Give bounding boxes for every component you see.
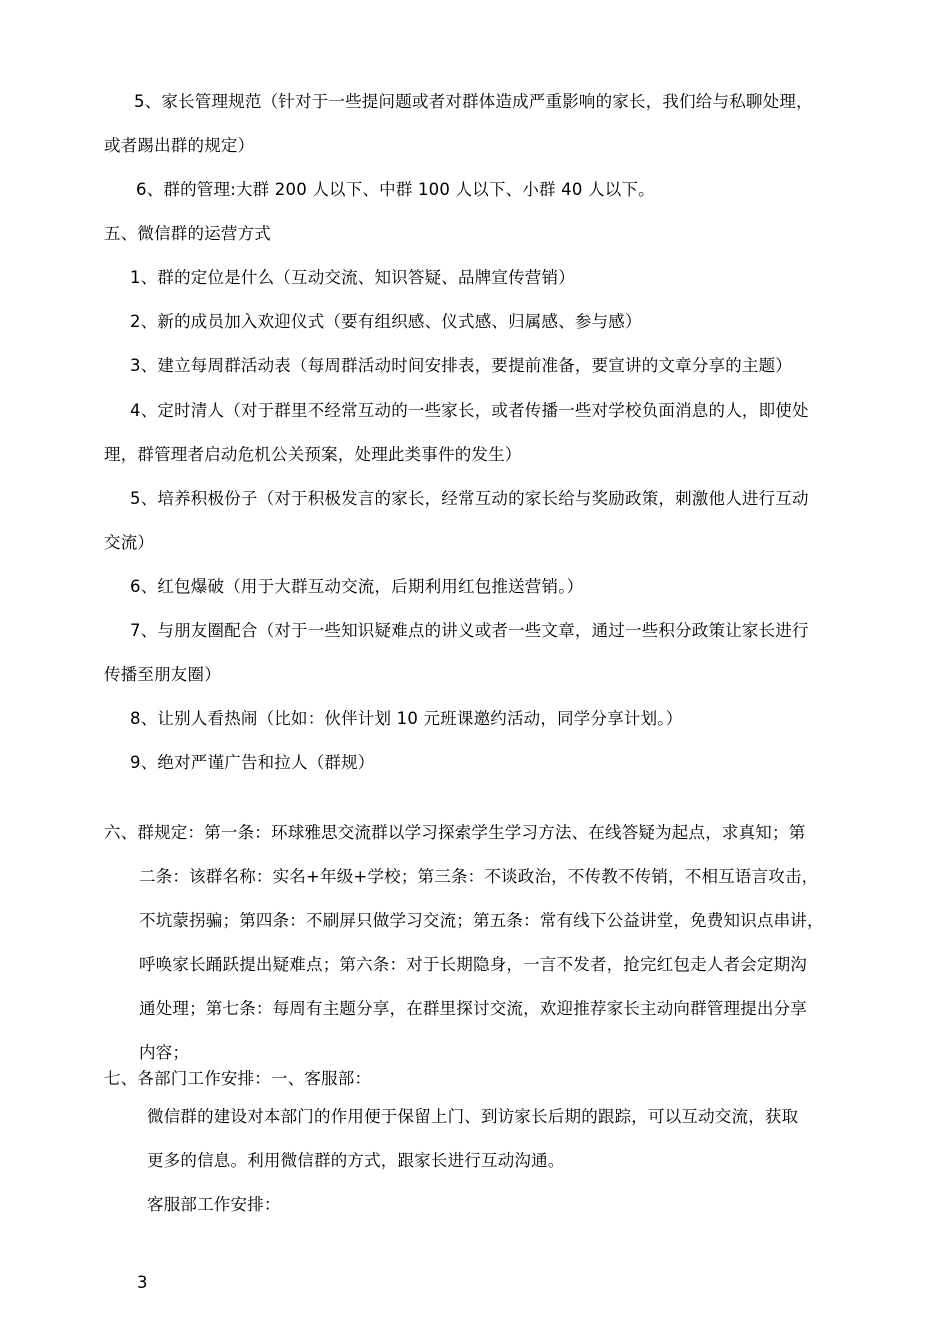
paragraph-line: 或者踢出群的规定） xyxy=(104,136,255,155)
paragraph-line: 交流） xyxy=(104,533,155,552)
paragraph-line: 微信群的建设对本部门的作用便于保留上门、到访家长后期的跟踪，可以互动交流，获取 xyxy=(147,1107,799,1126)
paragraph-line: 2、新的成员加入欢迎仪式（要有组织感、仪式感、归属感、参与感） xyxy=(130,312,642,331)
paragraph-line: 通处理；第七条：每周有主题分享，在群里探讨交流，欢迎推荐家长主动向群管理提出分享 xyxy=(139,999,807,1018)
paragraph-line: 9、绝对严谨广告和拉人（群规） xyxy=(130,753,375,772)
paragraph-line: 传播至朋友圈） xyxy=(104,665,221,684)
paragraph-line: 4、定时清人（对于群里不经常互动的一些家长，或者传播一些对学校负面消息的人，即使处 xyxy=(130,401,809,420)
paragraph-line: 客服部工作安排： xyxy=(147,1195,281,1214)
paragraph-line: 理，群管理者启动危机公关预案，处理此类事件的发生） xyxy=(104,445,522,464)
paragraph-line: 不坑蒙拐骗；第四条：不刷屏只做学习交流；第五条：常有线下公益讲堂，免费知识点串讲， xyxy=(139,911,824,930)
paragraph-line: 5、家长管理规范（针对于一些提问题或者对群体造成严重影响的家长，我们给与私聊处理， xyxy=(134,92,813,111)
paragraph-line: 3、建立每周群活动表（每周群活动时间安排表，要提前准备，要宣讲的文章分享的主题） xyxy=(130,356,792,375)
section-heading: 五、微信群的运营方式 xyxy=(104,224,271,243)
paragraph-line: 8、让别人看热闹（比如：伙伴计划 10 元班课邀约活动，同学分享计划。） xyxy=(130,709,683,728)
paragraph-line: 二条：该群名称：实名+年级+学校；第三条：不谈政治，不传教不传销，不相互语言攻击， xyxy=(139,867,819,886)
paragraph-line: 6、红包爆破（用于大群互动交流，后期利用红包推送营销。） xyxy=(130,577,584,596)
section-heading: 六、群规定：第一条：环球雅思交流群以学习探索学生学习方法、在线答疑为起点，求真知；第 xyxy=(104,823,806,842)
paragraph-line: 内容； xyxy=(139,1043,190,1062)
section-heading: 七、各部门工作安排：一、客服部： xyxy=(104,1069,372,1088)
paragraph-line: 1、群的定位是什么（互动交流、知识答疑、品牌宣传营销） xyxy=(130,268,575,287)
paragraph-line: 呼唤家长踊跃提出疑难点；第六条：对于长期隐身，一言不发者，抢完红包走人者会定期沟 xyxy=(139,955,807,974)
page-number: 3 xyxy=(137,1273,148,1292)
paragraph-line: 5、培养积极份子（对于积极发言的家长，经常互动的家长给与奖励政策，刺激他人进行互动 xyxy=(130,489,809,508)
paragraph-line: 更多的信息。利用微信群的方式，跟家长进行互动沟通。 xyxy=(147,1151,565,1170)
paragraph-line: 7、与朋友圈配合（对于一些知识疑难点的讲义或者一些文章，通过一些积分政策让家长进行 xyxy=(130,621,809,640)
paragraph-line: 6、群的管理:大群 200 人以下、中群 100 人以下、小群 40 人以下。 xyxy=(136,180,655,199)
